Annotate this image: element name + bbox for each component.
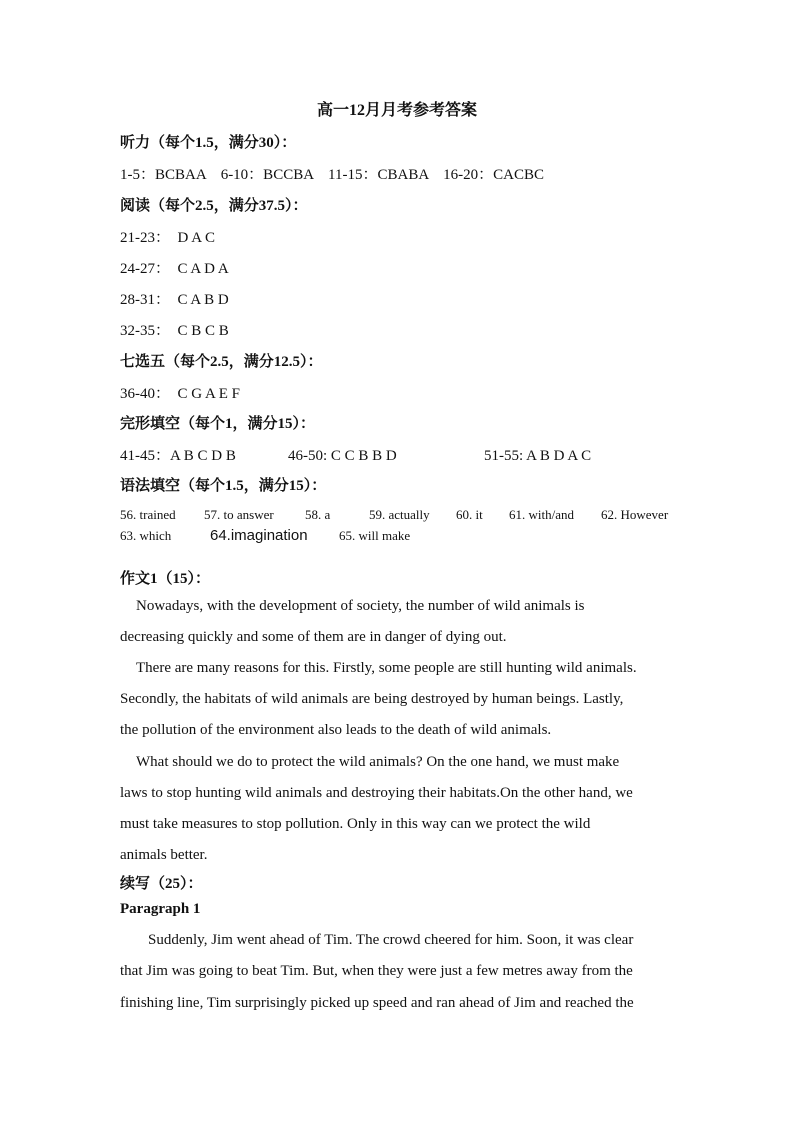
cloze-answer-3: 51-55: A B D A C [484, 448, 592, 464]
seven-five-line: 36-40： C G A E F [120, 386, 241, 402]
grammar-answer-56: 56. trained [120, 507, 176, 522]
reading-line-1: 21-23： D A C [120, 230, 216, 246]
continuation-heading: 续写（25）： [120, 876, 203, 892]
grammar-heading: 语法填空（每个1.5，满分15）： [120, 478, 327, 494]
reading-line-2: 24-27： C A D A [120, 261, 229, 277]
grammar-answer-63: 63. which [120, 528, 172, 543]
cloze-answer-2: 46-50: C C B B D [288, 448, 397, 464]
reading-line-3: 28-31： C A B D [120, 292, 229, 308]
grammar-answer-65: 65. will make [339, 528, 411, 543]
essay1-line: animals better. [120, 847, 208, 863]
listening-answer-1: 1-5：BCBAA [120, 167, 207, 183]
grammar-answer-61: 61. with/and [509, 507, 574, 522]
reading-heading: 阅读（每个2.5，满分37.5）： [120, 198, 308, 214]
cloze-heading: 完形填空（每个1，满分15）： [120, 416, 316, 432]
paragraph-1-heading: Paragraph 1 [120, 901, 201, 917]
essay1-line: Secondly, the habitats of wild animals are being destroyed by human beings. Lastly, [120, 691, 624, 707]
listening-heading: 听力（每个1.5，满分30）： [120, 135, 297, 151]
continuation-line: that Jim was going to beat Tim. But, when they were just a few metres away from the [120, 963, 633, 979]
grammar-answer-57: 57. to answer [204, 507, 274, 522]
grammar-answer-58: 58. a [305, 507, 331, 522]
listening-answer-3: 11-15：CBABA [328, 167, 430, 183]
grammar-answer-64: 64.imagination [210, 527, 308, 544]
continuation-line: finishing line, Tim surprisingly picked up speed and ran ahead of Jim and reached the [120, 995, 634, 1011]
listening-answers [120, 165, 544, 185]
grammar-answer-62: 62. However [601, 507, 669, 522]
essay1-line: the pollution of the environment also leads to the death of wild animals. [120, 722, 552, 738]
listening-answer-4: 16-20：CACBC [443, 167, 545, 183]
essay1-line: decreasing quickly and some of them are in danger of dying out. [120, 629, 507, 645]
essay1-line: What should we do to protect the wild animals? On the one hand, we must make [136, 754, 620, 770]
cloze-answer-1: 41-45：A B C D B [120, 448, 236, 464]
essay1-line: laws to stop hunting wild animals and destroying their habitats.On the other hand, we [120, 785, 633, 801]
listening-answer-2: 6-10：BCCBA [220, 167, 315, 183]
seven-five-heading: 七选五（每个2.5，满分12.5）： [120, 354, 323, 370]
reading-line-4: 32-35： C B C B [120, 323, 229, 339]
grammar-answer-59: 59. actually [369, 507, 430, 522]
essay1-line: There are many reasons for this. Firstly, some people are still hunting wild animals. [136, 660, 637, 676]
continuation-line: Suddenly, Jim went ahead of Tim. The crowd cheered for him. Soon, it was clear [148, 932, 634, 948]
grammar-answer-60: 60. it [456, 507, 483, 522]
essay1-line: Nowadays, with the development of society, the number of wild animals is [136, 598, 585, 614]
page-title: 高一12月月考参考答案 [316, 102, 477, 119]
essay1-line: must take measures to stop pollution. Only in this way can we protect the wild [120, 816, 591, 832]
essay1-heading: 作文1（15）： [120, 571, 211, 587]
